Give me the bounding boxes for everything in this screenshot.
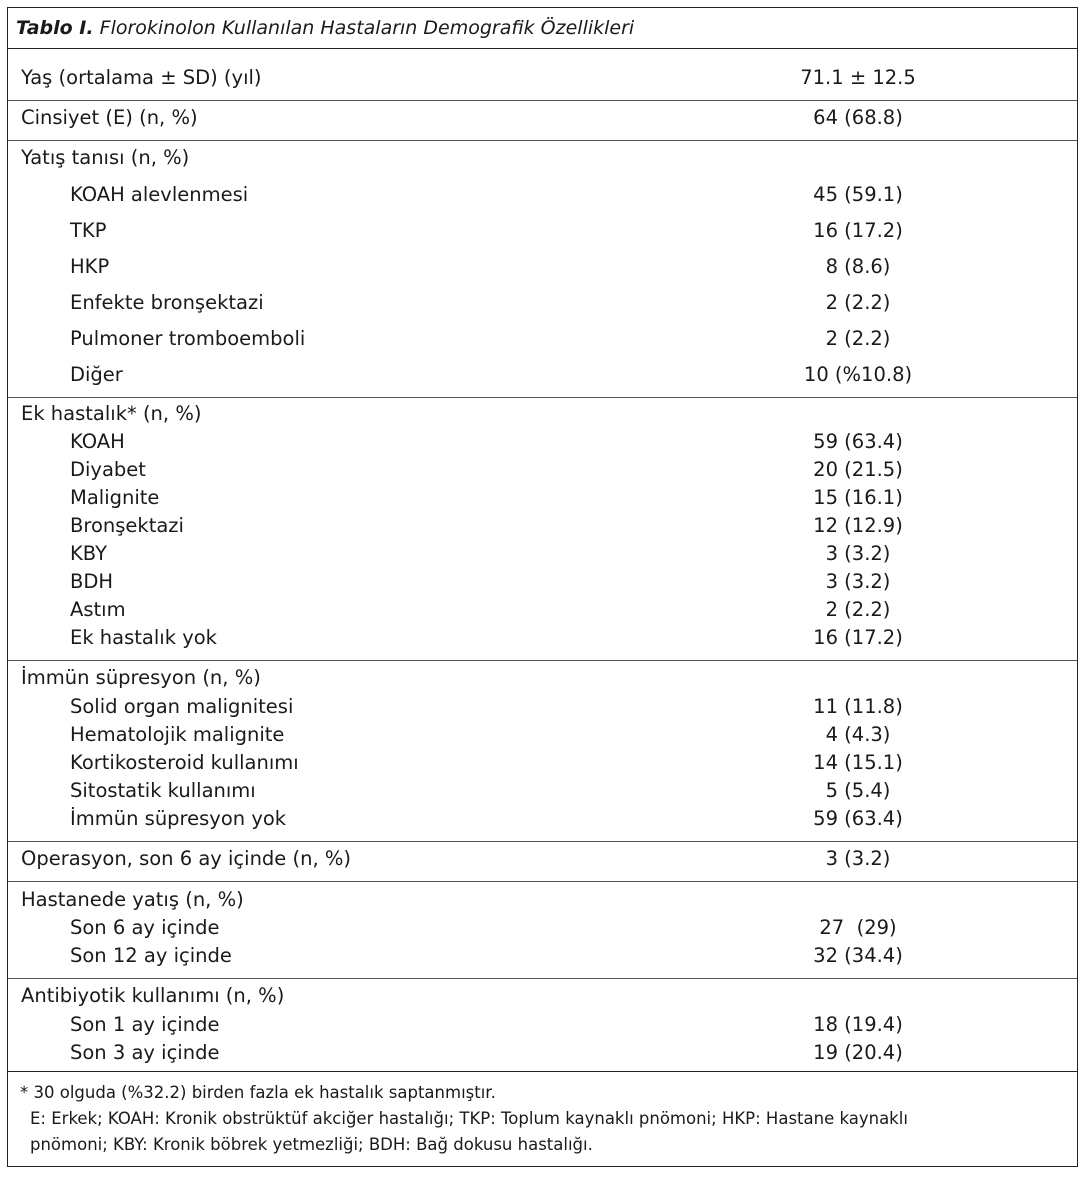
row-label: Hematolojik malignite — [70, 723, 285, 746]
row-value: 10 (%10.8) — [803, 363, 913, 386]
row-label: Son 3 ay içinde — [70, 1041, 220, 1064]
table-row — [8, 944, 1077, 972]
row-value: 71.1 ± 12.5 — [800, 66, 916, 89]
row-value: 12 (12.9) — [813, 514, 903, 537]
row-value: 14 (15.1) — [813, 751, 903, 774]
row-label: Bronşektazi — [70, 514, 184, 537]
row-divider — [8, 978, 1077, 979]
row-value: 27 (29) — [819, 916, 897, 939]
caption-title: Florokinolon Kullanılan Hastaların Demografik Özellikleri — [99, 17, 635, 39]
table-container — [7, 7, 1078, 1167]
row-value: 16 (17.2) — [813, 626, 903, 649]
row-label: Diğer — [70, 363, 123, 386]
group-header — [8, 984, 1077, 1012]
row-label: Malignite — [70, 486, 160, 509]
row-label: Hastanede yatış (n, %) — [21, 888, 244, 911]
caption-label: Tablo I. — [16, 17, 94, 39]
table-row — [8, 255, 1077, 283]
row-label: TKP — [70, 219, 107, 242]
row-divider — [8, 397, 1077, 398]
table-row — [8, 916, 1077, 944]
table-row — [8, 430, 1077, 458]
footnote-abbreviations: E: Erkek; KOAH: Kronik obstrüktüf akciğer hastalığı; TKP: Toplum kaynaklı pnömoni; HKP: Hastane kaynaklı — [30, 1109, 908, 1128]
row-value: 15 (16.1) — [813, 486, 903, 509]
row-divider — [8, 660, 1077, 661]
row-label: KOAH alevlenmesi — [70, 183, 249, 206]
table-row — [8, 183, 1077, 211]
row-value: 16 (17.2) — [813, 219, 903, 242]
row-label: Diyabet — [70, 458, 146, 481]
row-value: 32 (34.4) — [813, 944, 903, 967]
row-value: 20 (21.5) — [813, 458, 903, 481]
row-value: 3 (3.2) — [825, 570, 891, 593]
row-label: Solid organ malignitesi — [70, 695, 294, 718]
table-row — [8, 695, 1077, 723]
row-label: Cinsiyet (E) (n, %) — [21, 106, 198, 129]
row-divider — [8, 140, 1077, 141]
row-value: 59 (63.4) — [813, 807, 903, 830]
table-row — [8, 598, 1077, 626]
table-row — [8, 458, 1077, 486]
row-label: Kortikosteroid kullanımı — [70, 751, 299, 774]
footnote-abbreviations-cont: pnömoni; KBY: Kronik böbrek yetmezliği; BDH: Bağ dokusu hastalığı. — [30, 1135, 593, 1154]
footnote-asterisk: * 30 olguda (%32.2) birden fazla ek hastalık saptanmıştır. — [20, 1083, 496, 1102]
row-label: Pulmoner tromboemboli — [70, 327, 306, 350]
table-row — [8, 723, 1077, 751]
group-header — [8, 402, 1077, 430]
group-header — [8, 146, 1077, 174]
table-row — [8, 1013, 1077, 1041]
row-divider — [8, 881, 1077, 882]
row-label: Enfekte bronşektazi — [70, 291, 264, 314]
row-label: Son 12 ay içinde — [70, 944, 232, 967]
table-row — [8, 66, 1077, 94]
group-header — [8, 888, 1077, 916]
row-value: 3 (3.2) — [825, 847, 891, 870]
row-label: Antibiyotik kullanımı (n, %) — [21, 984, 285, 1007]
row-value: 3 (3.2) — [825, 542, 891, 565]
table-footnotes — [8, 1071, 1077, 1158]
row-label: Ek hastalık yok — [70, 626, 217, 649]
row-divider — [8, 100, 1077, 101]
table-row — [8, 570, 1077, 598]
row-label: KBY — [70, 542, 108, 565]
table-row — [8, 847, 1077, 875]
row-label: Yatış tanısı (n, %) — [21, 146, 190, 169]
table-row — [8, 542, 1077, 570]
row-label: BDH — [70, 570, 114, 593]
row-label: Ek hastalık* (n, %) — [21, 402, 202, 425]
row-label: Sitostatik kullanımı — [70, 779, 256, 802]
row-value: 4 (4.3) — [825, 723, 891, 746]
row-label: İmmün süpresyon yok — [70, 807, 287, 830]
row-value: 64 (68.8) — [813, 106, 903, 129]
row-label: Operasyon, son 6 ay içinde (n, %) — [21, 847, 352, 870]
table-row — [8, 779, 1077, 807]
row-value: 8 (8.6) — [825, 255, 891, 278]
table-row — [8, 626, 1077, 654]
row-label: İmmün süpresyon (n, %) — [21, 666, 261, 689]
row-label: Son 6 ay içinde — [70, 916, 220, 939]
row-divider — [8, 841, 1077, 842]
table-caption — [8, 8, 1077, 49]
row-value: 19 (20.4) — [813, 1041, 903, 1064]
table-row — [8, 514, 1077, 542]
row-value: 2 (2.2) — [825, 598, 891, 621]
row-value: 2 (2.2) — [825, 327, 891, 350]
row-label: KOAH — [70, 430, 125, 453]
table-row — [8, 486, 1077, 514]
table-row — [8, 751, 1077, 779]
row-label: Yaş (ortalama ± SD) (yıl) — [21, 66, 262, 89]
row-value: 59 (63.4) — [813, 430, 903, 453]
table-row — [8, 291, 1077, 319]
row-value: 45 (59.1) — [813, 183, 903, 206]
row-value: 18 (19.4) — [813, 1013, 903, 1036]
group-header — [8, 666, 1077, 694]
row-label: Astım — [70, 598, 126, 621]
table-row — [8, 327, 1077, 355]
table-row — [8, 219, 1077, 247]
table-row — [8, 1041, 1077, 1069]
row-value: 5 (5.4) — [825, 779, 891, 802]
table-row — [8, 807, 1077, 835]
table-row — [8, 106, 1077, 134]
row-value: 11 (11.8) — [813, 695, 903, 718]
table-row — [8, 363, 1077, 391]
row-value: 2 (2.2) — [825, 291, 891, 314]
row-label: Son 1 ay içinde — [70, 1013, 220, 1036]
row-label: HKP — [70, 255, 110, 278]
